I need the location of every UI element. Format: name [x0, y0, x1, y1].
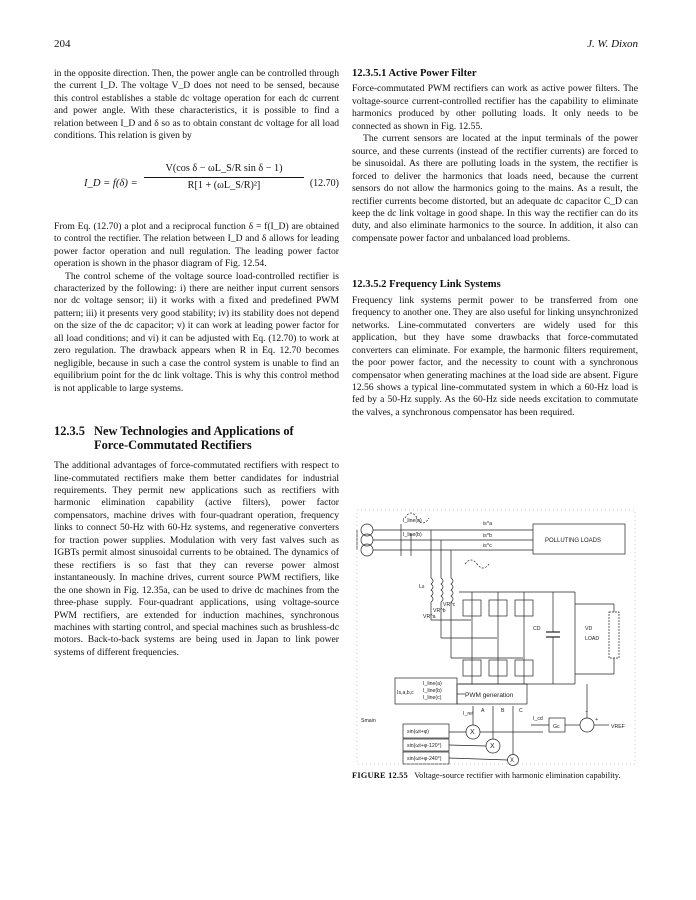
running-author: J. W. Dixon	[587, 38, 638, 50]
dc-load-resistor	[609, 612, 619, 658]
right-column	[352, 68, 638, 419]
caption-text: Voltage-source rectifier with harmonic elimination capability.	[414, 771, 621, 780]
equation-denominator: R[1 + (ωL_S/R)²]	[187, 180, 261, 192]
label-iline-list-c: I_line(c)	[423, 695, 442, 701]
paragraph-control-scheme: The control scheme of the voltage source load-controlled rectifier is characterized by the following: i) there are neither input current sensors nor dc voltage sensor; ii) it works with a fixed and predefined PWM pattern; iii) it presents very good stability; iv) its stability does not depend on the size of the dc capacitor; v) it can work at leading power factor for all load conditions; and vi) it can be adjusted with Eq. (12.70) to work at zero regulation. The drawback appears when R in Eq. 12.70 becomes negligible, because in such a case the control system is unable to find an equilibrium point for the dc link voltage. This is why this control method is not applicable to large systems.	[54, 270, 339, 394]
label-port-a: A	[481, 708, 485, 714]
label-sin-120: sin(ωt+φ-120°)	[407, 743, 442, 749]
paragraph-active-filter-intro: Force-commutated PWM rectifiers can work as active power filters. The voltage-source current-controlled rectifier has the capability to eliminate harmonics produced by other polluting loads. It only needs to be connected as shown in Fig. 12.55.	[352, 83, 638, 132]
circuit-diagram	[353, 508, 639, 766]
label-ls: Ls	[419, 584, 425, 590]
inductor-c	[451, 578, 453, 602]
equation-lhs: I_D = f(δ) =	[84, 177, 138, 189]
label-mult-a: X	[470, 729, 475, 736]
label-plus: +	[595, 717, 599, 723]
label-vr-c: VR^c	[443, 602, 456, 608]
paragraph-current-sensors: The current sensors are located at the input terminals of the power source, and these currents (instead of the rectifier currents) are forced to be sinusoidal. As there are polluting loads in the system, the rectifier is forced to deliver the harmonics that loads need, because the current sensors do not allow the harmonics going to the mains. As a result, the rectifier currents become distorted, but an adequate dc capacitor C_D can keep the dc link voltage in good shape. In this way the rectifier can do its duty, and also eliminate harmonics to the source. In addition, it also can compensate power factor and unbalanced load problems.	[352, 133, 638, 244]
left-column	[54, 68, 339, 659]
label-is-c: is^c	[483, 543, 492, 549]
label-load: LOAD	[585, 636, 600, 642]
page-header	[54, 38, 638, 52]
label-port-b: B	[501, 708, 505, 714]
label-is-a: is^a	[483, 521, 493, 527]
figure-12-55	[353, 508, 639, 766]
label-iline-b: I_line(b)	[403, 532, 422, 538]
rectifier-waveform	[465, 560, 489, 568]
label-icd: I_cd	[533, 716, 543, 722]
label-isabc: Is,a,b,c	[397, 690, 414, 696]
inductor-b	[441, 578, 443, 602]
label-iline-a: I_line(a)	[403, 518, 422, 524]
paragraph-power-angle: in the opposite direction. Then, the power angle can be controlled through the current I_D. The voltage V_D does not need to be sensed, because this control establishes a stable dc voltage operation for each dc current and power angle. With these characteristics, it is possible to find a relation between I_D and δ so as to obtain constant dc voltage for all load conditions. This relation is given by	[54, 68, 339, 142]
paragraph-frequency-link: Frequency link systems permit power to be transferred from one frequency to another one. They are also useful for linking unsynchronized networks. Line-commutated converters are widely used for this application, but they have some drawbacks that force-commutated converters can eliminate. For example, the harmonic filters requirement, the poor power factor, and the necessity to count with a synchronous compensator when generating machines at the load side are absent. Figure 12.56 shows a typical line-commutated system in which a 60-Hz load is fed by a 50-Hz supply. As the 60-Hz side needs excitation to commutate the valves, a synchronous compensator has been required.	[352, 294, 638, 418]
label-minus: −	[585, 709, 589, 715]
caption-label: FIGURE 12.55	[352, 771, 408, 780]
label-gc: Gc	[553, 724, 560, 730]
label-is-b: is^b	[483, 533, 493, 539]
label-vd: VD	[585, 626, 593, 632]
label-port-c: C	[519, 708, 523, 714]
equation-numerator: V(cos δ − ωL_S/R sin δ − 1)	[144, 163, 304, 178]
section-number: 12.3.5	[54, 424, 85, 439]
equation-number: (12.70)	[309, 177, 339, 189]
paragraph-new-technologies: The additional advantages of force-commutated rectifiers with respect to line-commutated rectifiers make them better candidates for industrial requirements. They permit new applications such as rectifiers with harmonic elimination capability (active filters), power factor compensators, machine drives with four-quadrant operation, frequency links to connect 50-Hz with 60-Hz systems, and regenerative converters for traction power supplies. Modulation with very fast valves such as IGBTs permit almost sinusoidal currents to be obtained. The dynamics of these rectifiers is so fast that they can reverse power almost instantaneously. In machine drives, current source PWM rectifiers, like the one shown in Fig. 12.35a, can be used to drive dc machines from the three-phase supply. Four-quadrant applications, using voltage-source PWM rectifiers, are extended for induction machines, synchronous machines with starting control, and special machines such as brushless-dc motors. Back-to-back systems are being used in Japan to link power systems of different frequencies.	[54, 460, 339, 658]
label-smain: Smain	[361, 718, 376, 724]
section-heading-12-3-5	[54, 425, 339, 452]
inductor-a	[431, 578, 433, 602]
equation-12-70	[54, 163, 339, 211]
label-iref: I_ref	[463, 711, 474, 717]
label-iline-list-b: I_line(b)	[423, 688, 442, 694]
label-mult-c: X	[510, 758, 515, 764]
label-sin-wt: sin(ωt+φ)	[407, 729, 429, 735]
section-title-line1: New Technologies and Applications of	[94, 424, 294, 439]
label-cd: CD	[533, 626, 541, 632]
label-vr-b: VR^b	[433, 608, 446, 614]
label-pwm-generation: PWM generation	[465, 692, 514, 699]
section-title-line2: Force-Commutated Rectifiers	[94, 437, 252, 452]
figure-caption	[352, 770, 638, 781]
label-sin-240: sin(ωt+φ-240°)	[407, 756, 442, 762]
subsection-heading-active-power-filter: 12.3.5.1 Active Power Filter	[352, 68, 477, 79]
equation-fraction	[144, 163, 304, 193]
label-iline-list-a: I_line(a)	[423, 681, 442, 687]
page-number: 204	[54, 38, 71, 50]
label-vref: VREF	[611, 724, 625, 730]
subsection-heading-frequency-link: 12.3.5.2 Frequency Link Systems	[352, 279, 501, 291]
label-mult-b: X	[490, 743, 495, 750]
paragraph-reciprocal-function: From Eq. (12.70) a plot and a reciprocal function δ = f(I_D) are obtained to control the rectifier. The relation between I_D and δ allows for leading power factor operation and null regulation. The leading power factor operation is shown in the phasor diagram of Fig. 12.54.	[54, 220, 339, 270]
label-polluting-loads: POLLUTING LOADS	[545, 538, 602, 544]
label-vr-a: VR^a	[423, 614, 436, 620]
summing-junction	[580, 718, 594, 732]
